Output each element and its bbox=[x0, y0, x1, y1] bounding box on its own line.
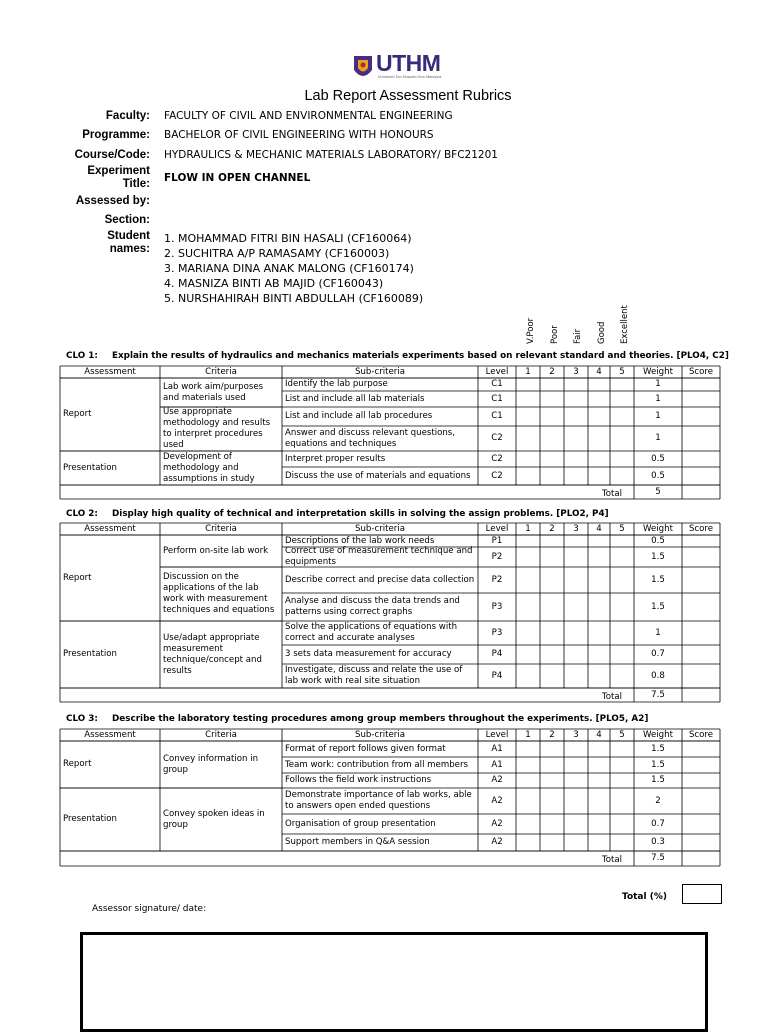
table-header-cell: Level bbox=[485, 366, 509, 377]
level-cell: P4 bbox=[491, 649, 503, 659]
experiment-label-line2: Title: bbox=[122, 178, 150, 190]
scale-vpoor: V.Poor bbox=[526, 317, 536, 344]
level-cell: C1 bbox=[491, 393, 503, 404]
subcriteria-cell: Identify the lab purpose bbox=[285, 379, 388, 389]
subcriteria-cell: Demonstrate importance of lab works, able to answers open ended questions bbox=[285, 790, 472, 811]
criteria-cell: Convey spoken ideas in group bbox=[163, 808, 265, 830]
total-percent-label: Total (%) bbox=[622, 892, 667, 902]
level-cell: A2 bbox=[491, 775, 503, 785]
level-cell: P3 bbox=[491, 601, 503, 612]
level-cell: A1 bbox=[491, 759, 503, 770]
subcriteria-cell: Descriptions of the lab work needs bbox=[285, 535, 435, 546]
subcriteria-cell: List and include all lab procedures bbox=[285, 411, 433, 421]
level-cell: C2 bbox=[491, 433, 503, 443]
student-name: 4. MASNIZA BINTI AB MAJID (CF160043) bbox=[164, 277, 384, 290]
table-header-cell: Level bbox=[485, 729, 509, 740]
table-header-cell: 2 bbox=[549, 366, 555, 377]
weight-cell: 0.5 bbox=[651, 535, 665, 546]
assessment-cell: Presentation bbox=[63, 462, 117, 473]
assessment-cell: Report bbox=[63, 572, 92, 583]
subcriteria-cell: Solve the applications of equations with correct and accurate analyses bbox=[285, 622, 458, 643]
table-header-cell: Sub-criteria bbox=[355, 523, 405, 534]
student-name: 2. SUCHITRA A/P RAMASAMY (CF160003) bbox=[164, 247, 390, 260]
faculty-label: Faculty: bbox=[105, 110, 150, 122]
table-header-cell: 3 bbox=[573, 523, 579, 534]
subcriteria-cell: Analyse and discuss the data trends and patterns using correct graphs bbox=[285, 596, 460, 617]
criteria-cell: Lab work aim/purposes and materials used bbox=[163, 381, 264, 403]
signature-label: Assessor signature/ date: bbox=[92, 904, 207, 914]
students-label-line1: Student bbox=[107, 230, 150, 242]
level-cell: C2 bbox=[491, 470, 503, 481]
table-header-cell: 5 bbox=[619, 523, 625, 534]
level-cell: C1 bbox=[491, 411, 503, 421]
programme-value: BACHELOR OF CIVIL ENGINEERING WITH HONOURS bbox=[164, 129, 434, 141]
level-cell: C1 bbox=[491, 379, 503, 389]
subcriteria-cell: 3 sets data measurement for accuracy bbox=[285, 649, 452, 659]
weight-cell: 1 bbox=[655, 627, 661, 638]
signature-box[interactable] bbox=[80, 932, 708, 1032]
logo-text: UTHM bbox=[376, 50, 441, 76]
table-header-cell: Criteria bbox=[205, 523, 237, 534]
table-header-cell: Criteria bbox=[205, 366, 237, 377]
clo2-heading: CLO 2: Display high quality of technical and interpretation skills in solving the assign problems. [PLO2, P4] bbox=[66, 509, 609, 519]
total-percent-box[interactable] bbox=[682, 884, 722, 904]
table-header-cell: 5 bbox=[619, 729, 625, 740]
course-value: HYDRAULICS & MECHANIC MATERIALS LABORATORY/ BFC21201 bbox=[164, 149, 498, 161]
assessment-cell: Report bbox=[63, 759, 92, 769]
student-name: 3. MARIANA DINA ANAK MALONG (CF160174) bbox=[164, 262, 414, 275]
criteria-cell: Use appropriate methodology and results to interpret procedures used bbox=[163, 407, 271, 450]
table-header-cell: Score bbox=[688, 523, 714, 534]
table-header-cell: Level bbox=[485, 523, 509, 534]
student-name: 5. NURSHAHIRAH BINTI ABDULLAH (CF160089) bbox=[164, 292, 424, 305]
weight-cell: 0.7 bbox=[651, 818, 665, 829]
logo-subtitle: Universiti Tun Hussein Onn Malaysia bbox=[378, 75, 442, 79]
total-weight-cell: 7.5 bbox=[651, 689, 665, 700]
table-header-cell: Score bbox=[688, 729, 714, 740]
subcriteria-cell: Interpret proper results bbox=[285, 453, 386, 464]
criteria-cell: Use/adapt appropriate measurement technique/concept and results bbox=[163, 632, 262, 676]
weight-cell: 1.5 bbox=[651, 759, 665, 770]
level-cell: P2 bbox=[491, 551, 503, 562]
experiment-label-line1: Experiment bbox=[87, 165, 150, 177]
total-label: Total bbox=[601, 488, 623, 499]
table-header-cell: Weight bbox=[643, 729, 673, 740]
criteria-cell: Development of methodology and assumptions in study bbox=[163, 451, 255, 484]
criteria-cell: Discussion on the applications of the lab work with measurement techniques and equations bbox=[163, 572, 275, 615]
subcriteria-cell: Organisation of group presentation bbox=[285, 818, 436, 829]
table-header-cell: 5 bbox=[619, 366, 625, 377]
assessment-cell: Presentation bbox=[63, 814, 117, 824]
document-title: Lab Report Assessment Rubrics bbox=[304, 88, 512, 104]
weight-cell: 0.7 bbox=[651, 649, 665, 659]
criteria-cell: Perform on-site lab work bbox=[163, 545, 269, 556]
subcriteria-cell: Answer and discuss relevant questions, equations and techniques bbox=[285, 427, 456, 449]
student-name: 1. MOHAMMAD FITRI BIN HASALI (CF160064) bbox=[164, 232, 412, 245]
total-label: Total bbox=[601, 855, 623, 865]
table-header-cell: Assessment bbox=[84, 729, 136, 740]
table-header-cell: Criteria bbox=[205, 729, 237, 740]
scale-excellent: Excellent bbox=[620, 305, 630, 344]
subcriteria-cell: Correct use of measurement technique and equipments bbox=[285, 546, 473, 567]
total-weight-cell: 7.5 bbox=[651, 853, 665, 863]
programme-label: Programme: bbox=[82, 129, 150, 141]
level-cell: P1 bbox=[491, 535, 503, 546]
assessed-by-label: Assessed by: bbox=[75, 195, 150, 207]
students-label-line2: names: bbox=[109, 243, 150, 255]
weight-cell: 1.5 bbox=[651, 551, 665, 562]
total-label: Total bbox=[601, 691, 623, 702]
subcriteria-cell: Investigate, discuss and relate the use of lab work with real site situation bbox=[285, 665, 463, 686]
weight-cell: 1.5 bbox=[651, 775, 665, 785]
table-header-cell: 3 bbox=[573, 366, 579, 377]
faculty-value: FACULTY OF CIVIL AND ENVIRONMENTAL ENGINEERING bbox=[164, 110, 453, 122]
subcriteria-cell: Follows the field work instructions bbox=[285, 775, 432, 785]
table-header-cell: 3 bbox=[573, 729, 579, 740]
weight-cell: 1 bbox=[655, 411, 661, 421]
level-cell: P4 bbox=[491, 670, 503, 681]
course-label: Course/Code: bbox=[74, 149, 150, 161]
level-cell: A1 bbox=[491, 743, 503, 754]
level-cell: P3 bbox=[491, 627, 503, 638]
table-header-cell: 4 bbox=[596, 729, 602, 740]
table-header-cell: 2 bbox=[549, 523, 555, 534]
subcriteria-cell: Describe correct and precise data collection bbox=[285, 574, 475, 585]
table-header-cell: Weight bbox=[643, 523, 673, 534]
table-header-cell: Sub-criteria bbox=[355, 729, 405, 740]
level-cell: P2 bbox=[491, 574, 503, 585]
section-label: Section: bbox=[104, 214, 150, 226]
table-header-cell: Weight bbox=[643, 366, 673, 377]
clo1-heading: CLO 1: Explain the results of hydraulics and mechanics materials experiments based on relevant standard and theories. [PLO4, C2] bbox=[66, 351, 729, 361]
weight-cell: 2 bbox=[655, 795, 661, 806]
criteria-cell: Convey information in group bbox=[163, 753, 259, 775]
weight-cell: 0.8 bbox=[651, 670, 665, 681]
table-header-cell: 1 bbox=[525, 366, 531, 377]
table-header-cell: Score bbox=[688, 366, 714, 377]
weight-cell: 0.5 bbox=[651, 470, 665, 481]
table-header-cell: Assessment bbox=[84, 523, 136, 534]
weight-cell: 0.3 bbox=[651, 837, 665, 847]
scale-poor: Poor bbox=[550, 325, 560, 344]
table-header-cell: 4 bbox=[596, 523, 602, 534]
scale-good: Good bbox=[597, 321, 607, 344]
subcriteria-cell: Discuss the use of materials and equations bbox=[285, 470, 471, 481]
weight-cell: 1.5 bbox=[651, 743, 665, 754]
scale-fair: Fair bbox=[573, 328, 583, 344]
weight-cell: 0.5 bbox=[651, 453, 665, 464]
table-header-cell: 4 bbox=[596, 366, 602, 377]
level-cell: A2 bbox=[491, 818, 503, 829]
weight-cell: 1.5 bbox=[651, 574, 665, 585]
weight-cell: 1.5 bbox=[651, 601, 665, 612]
subcriteria-cell: Support members in Q&A session bbox=[285, 837, 430, 847]
level-cell: A2 bbox=[491, 795, 503, 806]
weight-cell: 1 bbox=[655, 379, 661, 389]
table-header-cell: Assessment bbox=[84, 366, 136, 377]
clo3-heading: CLO 3: Describe the laboratory testing procedures among group members throughout the experiments. [PLO5, A2] bbox=[66, 714, 649, 724]
experiment-value: FLOW IN OPEN CHANNEL bbox=[164, 172, 311, 184]
level-cell: A2 bbox=[491, 837, 503, 847]
weight-cell: 1 bbox=[655, 393, 661, 404]
assessment-cell: Report bbox=[63, 409, 92, 419]
table-header-cell: 2 bbox=[549, 729, 555, 740]
level-cell: C2 bbox=[491, 453, 503, 464]
subcriteria-cell: Team work: contribution from all members bbox=[285, 759, 468, 770]
table-header-cell: 1 bbox=[525, 523, 531, 534]
table-header-cell: 1 bbox=[525, 729, 531, 740]
subcriteria-cell: Format of report follows given format bbox=[285, 743, 446, 754]
subcriteria-cell: List and include all lab materials bbox=[285, 393, 425, 404]
assessment-cell: Presentation bbox=[63, 649, 117, 659]
table-header-cell: Sub-criteria bbox=[355, 366, 405, 377]
weight-cell: 1 bbox=[655, 433, 661, 443]
total-weight-cell: 5 bbox=[655, 486, 661, 497]
